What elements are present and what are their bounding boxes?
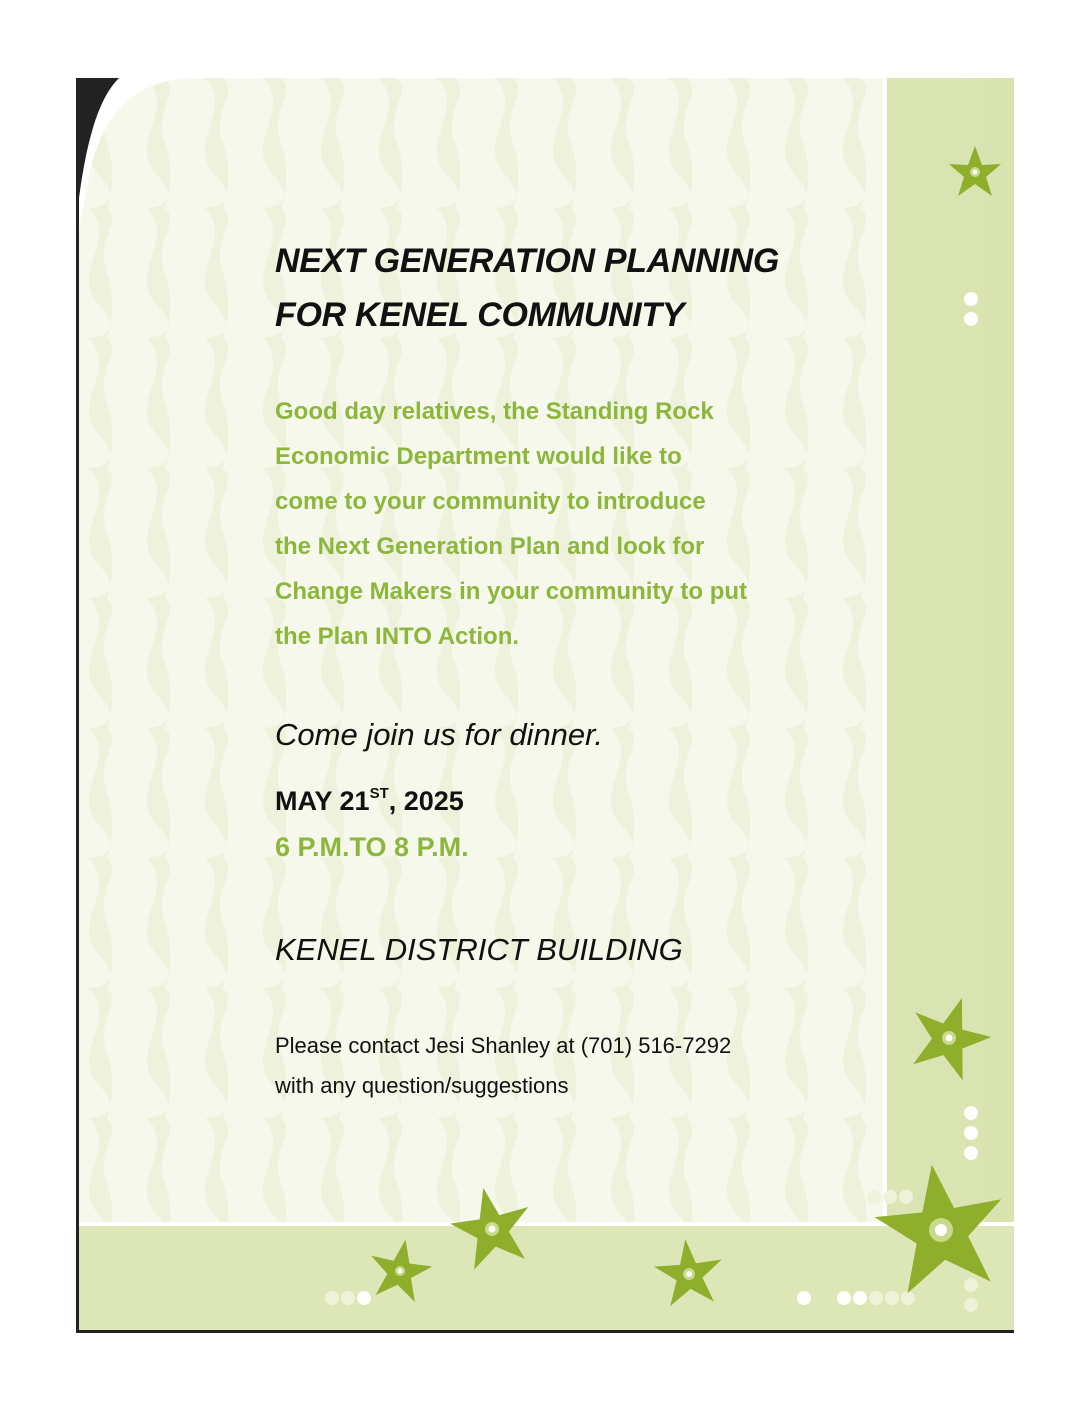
decor-dot [797, 1291, 811, 1305]
contact-line-1: Please contact Jesi Shanley at (701) 516-7292 [275, 1033, 732, 1058]
decor-dot [325, 1291, 339, 1305]
date-suffix: , 2025 [388, 786, 464, 816]
right-decorative-band [883, 78, 1014, 1330]
decor-dot [964, 1106, 978, 1120]
decor-dot [837, 1291, 851, 1305]
title-line-1: NEXT GENERATION PLANNING [275, 242, 780, 280]
flower-icon [365, 1236, 435, 1306]
event-date [275, 772, 464, 823]
invitation-paragraph [275, 389, 845, 659]
decor-dot [851, 1190, 865, 1204]
date-ordinal: ST [369, 785, 389, 802]
flower-icon [651, 1236, 727, 1312]
decor-dot [853, 1291, 867, 1305]
body-line: the Next Generation Plan and look for [275, 533, 705, 560]
event-location: KENEL DISTRICT BUILDING [275, 932, 683, 967]
body-line: Economic Department would like to [275, 443, 682, 470]
title-line-2: FOR KENEL COMMUNITY [275, 296, 685, 334]
corner-curve-decoration [79, 78, 199, 228]
body-line: Change Makers in your community to put [275, 578, 748, 605]
date-prefix: MAY 21 [275, 786, 370, 816]
flower-icon [945, 142, 1005, 202]
contact-info [275, 1026, 875, 1106]
body-line: Good day relatives, the Standing Rock [275, 398, 714, 425]
flower-icon [447, 1184, 537, 1274]
decor-dot [964, 1146, 978, 1160]
flower-icon [871, 1160, 1011, 1300]
decor-dot [964, 1298, 978, 1312]
event-time: 6 P.M.TO 8 P.M. [275, 832, 469, 862]
body-line: the Plan INTO Action. [275, 623, 520, 650]
body-line: come to your community to introduce [275, 488, 706, 515]
contact-line-2: with any question/suggestions [275, 1073, 569, 1098]
decor-dot [964, 1126, 978, 1140]
flower-icon [904, 993, 994, 1083]
decor-dot [964, 292, 978, 306]
decor-dot [341, 1291, 355, 1305]
decor-dot [964, 312, 978, 326]
dinner-invite: Come join us for dinner. [275, 717, 603, 752]
flyer-title [275, 234, 835, 342]
